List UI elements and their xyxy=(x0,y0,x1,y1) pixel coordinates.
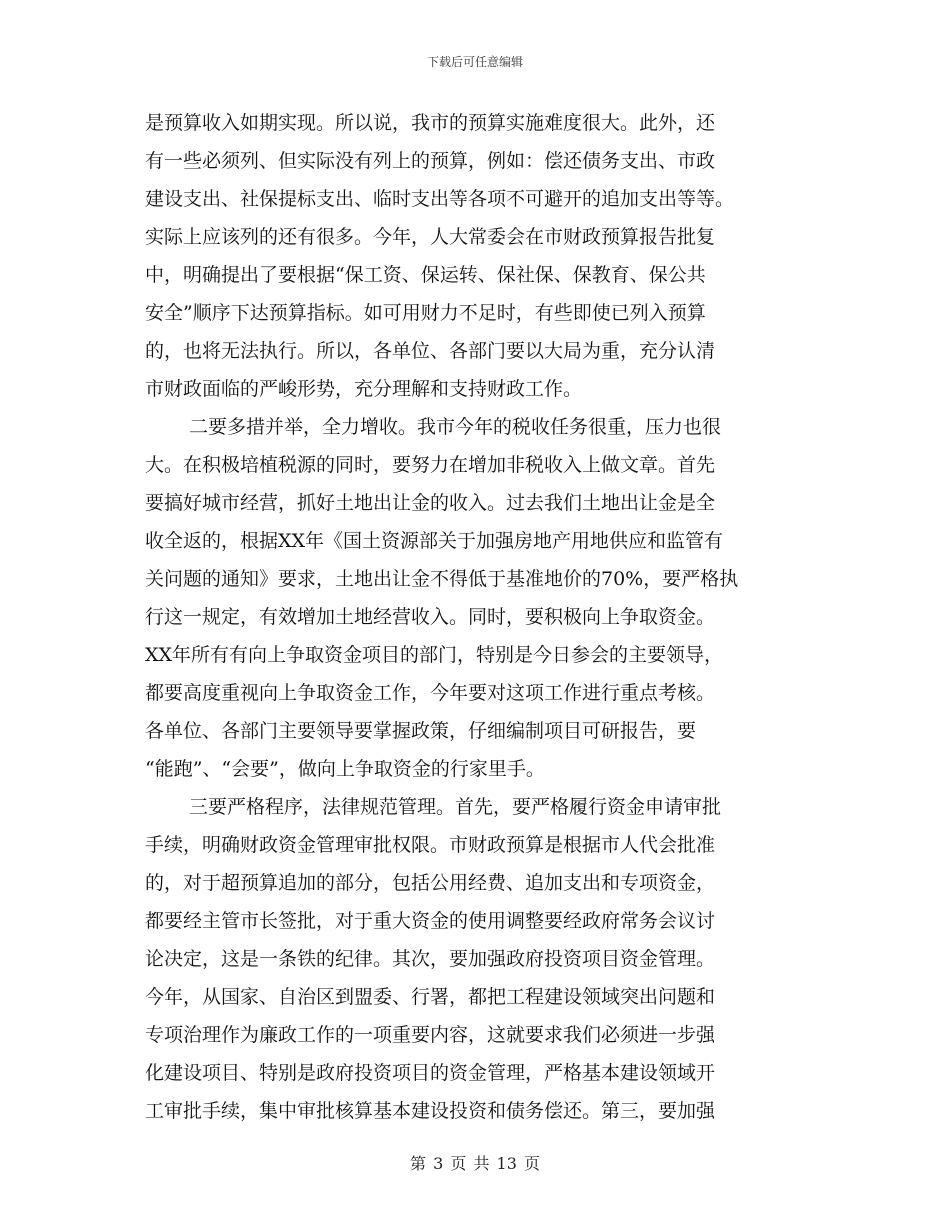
text-line: 化建设项目、特别是政府投资项目的资金管理，严格基本建设领域开 xyxy=(145,1062,716,1084)
text-line: 中，明确提出了要根据“保工资、保运转、保社保、保教育、保公共 xyxy=(145,264,706,286)
paragraph-start-line: 三要严格程序，法律规范管理。首先，要严格履行资金申请审批 xyxy=(189,796,722,818)
text-line: 各单位、各部门主要领导要掌握政策，仔细编制项目可研报告，要 xyxy=(145,720,697,742)
text-line: 大。在积极培植税源的同时，要努力在增加非税收入上做文章。首先 xyxy=(145,454,716,476)
text-line: 都要经主管市长签批，对于重大资金的使用调整要经政府常务会议讨 xyxy=(145,910,716,932)
text-line: “能跑”、“会要”，做向上争取资金的行家里手。 xyxy=(145,758,545,780)
text-line: 行这一规定，有效增加土地经营收入。同时，要积极向上争取资金。 xyxy=(145,606,716,628)
text-line: XX年所有有向上争取资金项目的部门，特别是今日参会的主要领导， xyxy=(145,644,724,666)
text-line: 是预算收入如期实现。所以说，我市的预算实施难度很大。此外，还 xyxy=(145,112,716,134)
text-line: 市财政面临的严峻形势，充分理解和支持财政工作。 xyxy=(145,378,583,400)
text-line: 的，对于超预算追加的部分，包括公用经费、追加支出和专项资金， xyxy=(145,872,716,894)
page-header: 下载后可任意编辑 xyxy=(426,55,523,69)
text-line: 今年，从国家、自治区到盟委、行署，都把工程建设领域突出问题和 xyxy=(145,986,716,1008)
text-line: 关问题的通知》要求，土地出让金不得低于基准地价的70%，要严格执 xyxy=(145,568,739,590)
text-line: 都要高度重视向上争取资金工作，今年要对这项工作进行重点考核。 xyxy=(145,682,716,704)
text-line: 论决定，这是一条铁的纪律。其次，要加强政府投资项目资金管理。 xyxy=(145,948,716,970)
text-line: 建设支出、社保提标支出、临时支出等各项不可避开的追加支出等等。 xyxy=(145,188,735,210)
page-number-footer: 第 3 页 共 13 页 xyxy=(410,1154,540,1173)
paragraph-start-line: 二要多措并举，全力增收。我市今年的税收任务很重，压力也很 xyxy=(189,416,722,438)
text-line: 要搞好城市经营，抓好土地出让金的收入。过去我们土地出让金是全 xyxy=(145,492,716,514)
text-line: 实际上应该列的还有很多。今年，人大常委会在市财政预算报告批复 xyxy=(145,226,716,248)
text-line: 有一些必须列、但实际没有列上的预算，例如：偿还债务支出、市政 xyxy=(145,150,716,172)
text-line: 安全”顺序下达预算指标。如可用财力不足时，有些即使已列入预算 xyxy=(145,302,706,324)
document-body xyxy=(145,104,810,1130)
text-line: 的，也将无法执行。所以，各单位、各部门要以大局为重，充分认清 xyxy=(145,340,716,362)
text-line: 工审批手续，集中审批核算基本建设投资和债务偿还。第三，要加强 xyxy=(145,1100,716,1122)
text-line: 收全返的，根据XX年《国土资源部关于加强房地产用地供应和监管有 xyxy=(145,530,724,552)
text-line: 手续，明确财政资金管理审批权限。市财政预算是根据市人代会批准 xyxy=(145,834,716,856)
text-line: 专项治理作为廉政工作的一项重要内容，这就要求我们必须进一步强 xyxy=(145,1024,716,1046)
